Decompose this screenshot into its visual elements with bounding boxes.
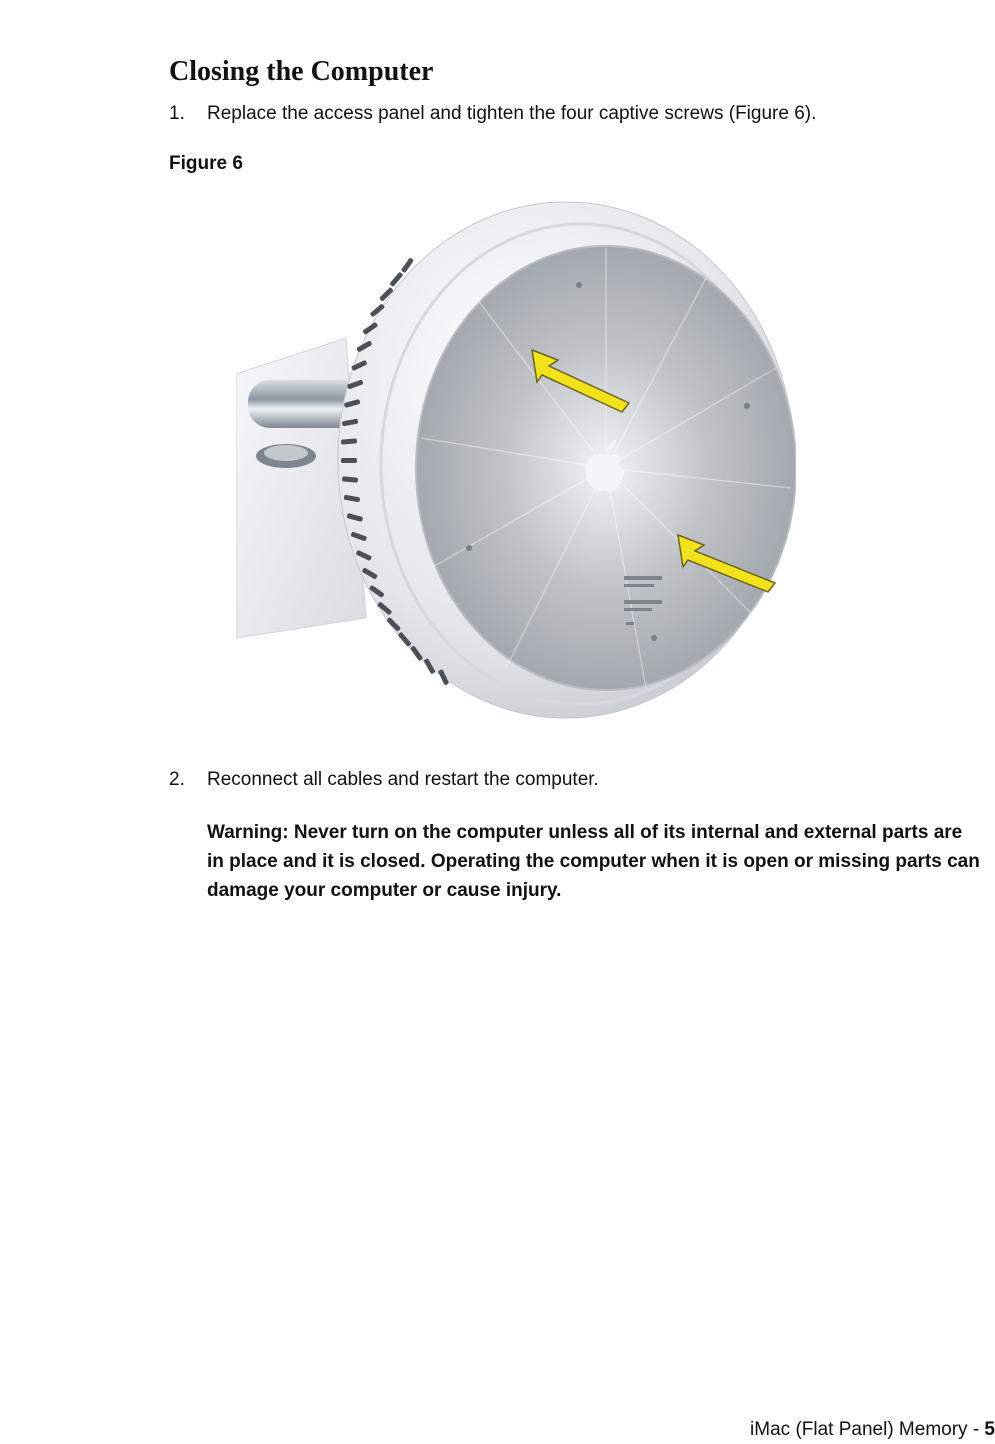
screw-icon [576,282,582,288]
step-number: 2. [169,769,185,790]
screw-icon [651,635,657,641]
page-title: Closing the Computer [169,56,434,87]
page-footer [595,1418,995,1442]
step-text: Reconnect all cables and restart the computer. [207,769,599,790]
step-text: Replace the access panel and tighten the four captive screws (Figure 6). [207,103,817,124]
page-number: 5 [984,1419,995,1440]
step-1 [169,101,816,127]
step-2 [169,767,599,793]
imac-back-illustration [236,198,796,726]
screw-icon [744,403,750,409]
step-number: 1. [169,103,185,124]
figure-6-image [236,198,796,726]
footer-doc-title: iMac (Flat Panel) Memory - [750,1419,985,1440]
screw-icon [466,545,472,551]
warning-text: Warning: Never turn on the computer unless all of its internal and external parts are in place and it is closed. Operating the computer when it is open or missing parts can damage your computer or cause injury. [207,822,980,901]
figure-label: Figure 6 [169,153,243,174]
